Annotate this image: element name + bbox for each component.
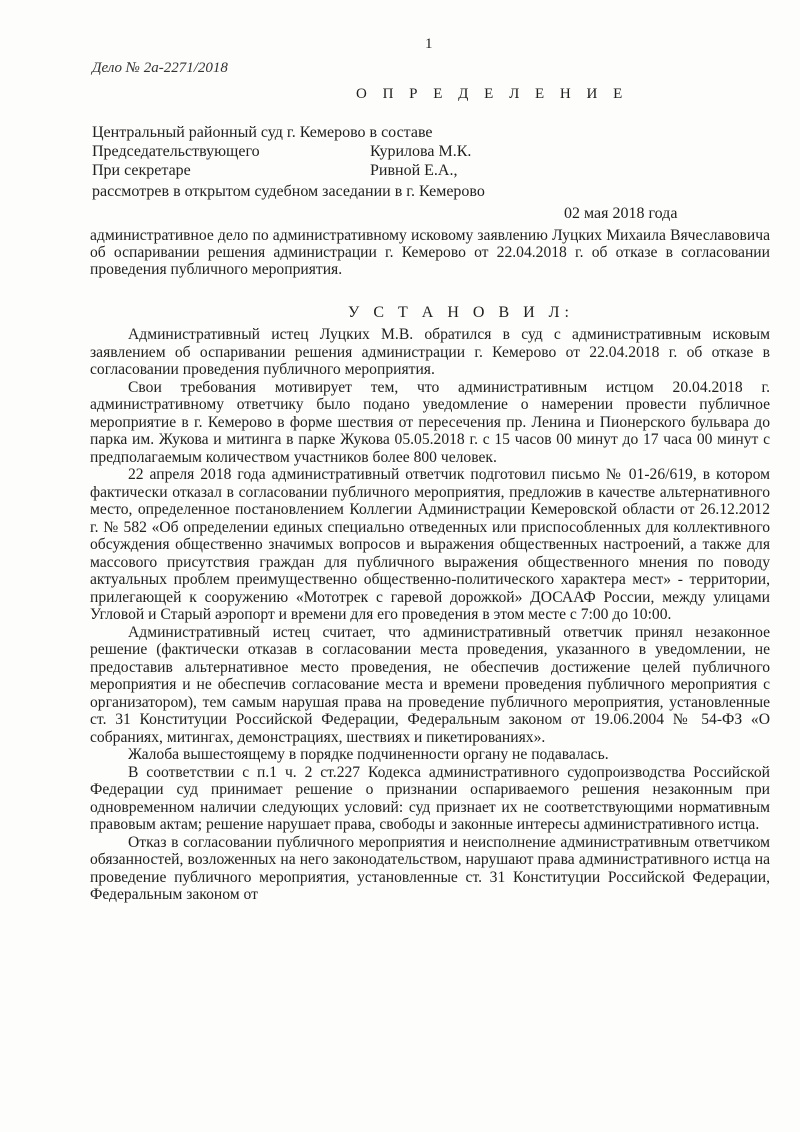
paragraph: В соответствии с п.1 ч. 2 ст.227 Кодекса административного судопроизводства Российской Федерации суд принимает решение о признании оспариваемого решения незаконным при одновременном наличии следующих условий: суд признает их не соответствующими нормативным правовым актам; решение нарушает права, свободы и законные интересы административного истца. bbox=[90, 763, 770, 833]
page-number: 1 bbox=[425, 36, 433, 52]
document-title: О П Р Е Д Е Л Е Н И Е bbox=[356, 86, 629, 102]
paragraph: Жалоба вышестоящему в порядке подчиненности органу не подавалась. bbox=[128, 746, 609, 763]
case-number: Дело № 2а-2271/2018 bbox=[92, 60, 228, 76]
paragraph: Свои требования мотивирует тем, что административным истцом 20.04.2018 г. административному ответчику было подано уведомление о намерении провести публичное мероприятие в г. Кемерово в форме шествия от пересечения пр. Ленина и Пионерского бульвара до парка им. Жукова и митинга в парке Жукова 05.05.2018 г. с 15 часов 00 минут до 17 часа 00 минут с предполагаемым количеством участников более 800 человек. bbox=[90, 378, 770, 466]
secretary-label: При секретаре bbox=[92, 162, 191, 179]
presiding-label: Председательствующего bbox=[92, 143, 260, 160]
paragraph: Административный истец считает, что административный ответчик принял незаконное решение (фактически отказав в согласовании места проведения, указанного в уведомлении, не предоставив альтернативное место проведения, не обеспечив достижение целей публичного мероприятия и не обеспечив согласование места и времени проведения публичного мероприятия с организатором), тем самым нарушая права на проведение публичного мероприятия, установленные ст. 31 Конституции Российской Федерации, Федеральным законом от 19.06.2004 № 54-ФЗ «О собраниях, митингах, демонстрациях, шествиях и пикетированиях». bbox=[90, 623, 770, 746]
body-text bbox=[90, 326, 770, 904]
intro-paragraph: административное дело по административному исковому заявлению Луцких Михаила Вячеславовича об оспаривании решения администрации г. Кемерово от 22.04.2018 г. об отказе в согласовании проведения публичного мероприятия. bbox=[90, 227, 770, 278]
presiding-name: Курилова М.К. bbox=[370, 143, 472, 160]
secretary-name: Ривной Е.А., bbox=[370, 162, 458, 179]
section-heading: У С Т А Н О В И Л: bbox=[348, 304, 574, 321]
court-composition: Центральный районный суд г. Кемерово в составе bbox=[92, 124, 433, 141]
hearing-date: 02 мая 2018 года bbox=[564, 205, 678, 222]
intro-text bbox=[90, 227, 770, 278]
paragraph: 22 апреля 2018 года административный ответчик подготовил письмо № 01-26/619, в котором фактически отказал в согласовании публичного мероприятия, предложив в качестве альтернативного место, определенное постановлением Коллегии Администрации Кемеровской области от 26.12.2012 г. № 582 «Об определении единых специально отведенных или приспособленных для коллективного обсуждения общественно значимых вопросов и выражения общественных настроений, а также для массового присутствия граждан для публичного выражения общественного мнения по поводу актуальных проблем преимущественно общественно-политического характера мест» - территории, прилегающей к сооружению «Мототрек с гаревой дорожкой» ДОСААФ России, между улицами Угловой и Старый аэропорт и времени для его проведения в этом месте с 7:00 до 10:00. bbox=[90, 466, 770, 623]
paragraph: Отказ в согласовании публичного мероприятия и неисполнение административным ответчиком обязанностей, возложенных на него законодательством, нарушают права административного истца на проведение публичного мероприятия, установленные ст. 31 Конституции Российской Федерации, Федеральным законом от bbox=[90, 833, 770, 903]
paragraph: Административный истец Луцких М.В. обратился в суд с административным исковым заявлением об оспаривании решения администрации г. Кемерово от 22.04.2018 г. об отказе в согласовании проведения публичного мероприятия. bbox=[90, 326, 770, 378]
hearing-statement: рассмотрев в открытом судебном заседании в г. Кемерово bbox=[92, 183, 485, 200]
